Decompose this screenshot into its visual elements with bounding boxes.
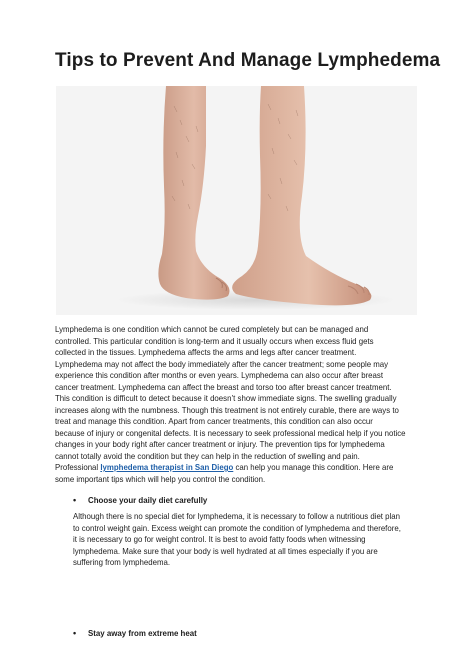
diet-paragraph (73, 511, 423, 569)
bullet-heading-heat (73, 628, 197, 638)
paragraph-line: cancer treatment. Lymphedema can affect the breast and torso too after breast cancer treatment. (55, 382, 392, 392)
paragraph-line: treat and manage this condition. Apart from cancer treatments, this condition can also occur (55, 417, 373, 426)
bullet-marker: • (73, 495, 77, 505)
paragraph-line: suffering from lymphedema. (73, 558, 171, 567)
paragraph-line: controlled. This particular condition is long-term and it usually occurs when excess fluid gets (55, 336, 374, 346)
paragraph-line: Lymphedema may not affect the body immediately after the cancer treatment; some people may (55, 359, 389, 369)
paragraph-line: cannot totally avoid the condition but they can help in the reduction of swelling and pain. (55, 451, 360, 461)
paragraph-line: lymphedema. Make sure that your body is well hydrated at all times especially if you are (73, 546, 378, 556)
paragraph-line: collected in the tissues. Lymphedema affects the arms and legs after cancer treatment. (55, 348, 357, 357)
paragraph-line: changes in your body right after cancer treatment or injury. The prevention tips for lymphedema (55, 440, 385, 449)
paragraph-line: Although there is no special diet for lymphedema, it is necessary to follow a nutritious diet plan (73, 512, 400, 521)
paragraph-line: increases along with the numbness. Though this treatment is not entirely curable, there are ways to (55, 405, 399, 415)
bullet-marker: • (73, 628, 77, 638)
legs-photo (56, 86, 417, 315)
therapist-link[interactable]: lymphedema therapist in San Diego (100, 463, 234, 472)
paragraph-line: it is necessary to go for weight control. It is best to avoid fatty foods when witnessing (73, 535, 366, 544)
bullet-heading-text: Stay away from extreme heat (88, 629, 197, 638)
link-prefix: Professional (55, 463, 101, 472)
link-suffix: can help you manage this condition. Here are (233, 463, 394, 472)
paragraph-line: This condition is difficult to detect because it doesn’t show immediate signs. The swelling gradually (55, 394, 397, 403)
paragraph-line: Lymphedema is one condition which cannot be cured completely but can be managed and (55, 325, 369, 334)
legs-illustration (56, 86, 417, 315)
page-title: Tips to Prevent And Manage Lymphedema (55, 50, 441, 71)
paragraph-line-with-link (55, 462, 427, 474)
paragraph-line: because of injury or congenital defects. It is necessary to seek professional medical help if you notice (55, 428, 406, 438)
intro-paragraph (55, 324, 427, 485)
paragraph-line: some important tips which will help you control the condition. (55, 474, 266, 484)
bullet-heading-text: Choose your daily diet carefully (88, 496, 208, 505)
paragraph-line: experience this condition after months or even years. Lymphedema can also occur after breast (55, 371, 384, 380)
bullet-heading-diet (73, 495, 207, 505)
paragraph-line: to control weight gain. Excess weight can promote the condition of lymphedema and therefore, (73, 523, 401, 533)
